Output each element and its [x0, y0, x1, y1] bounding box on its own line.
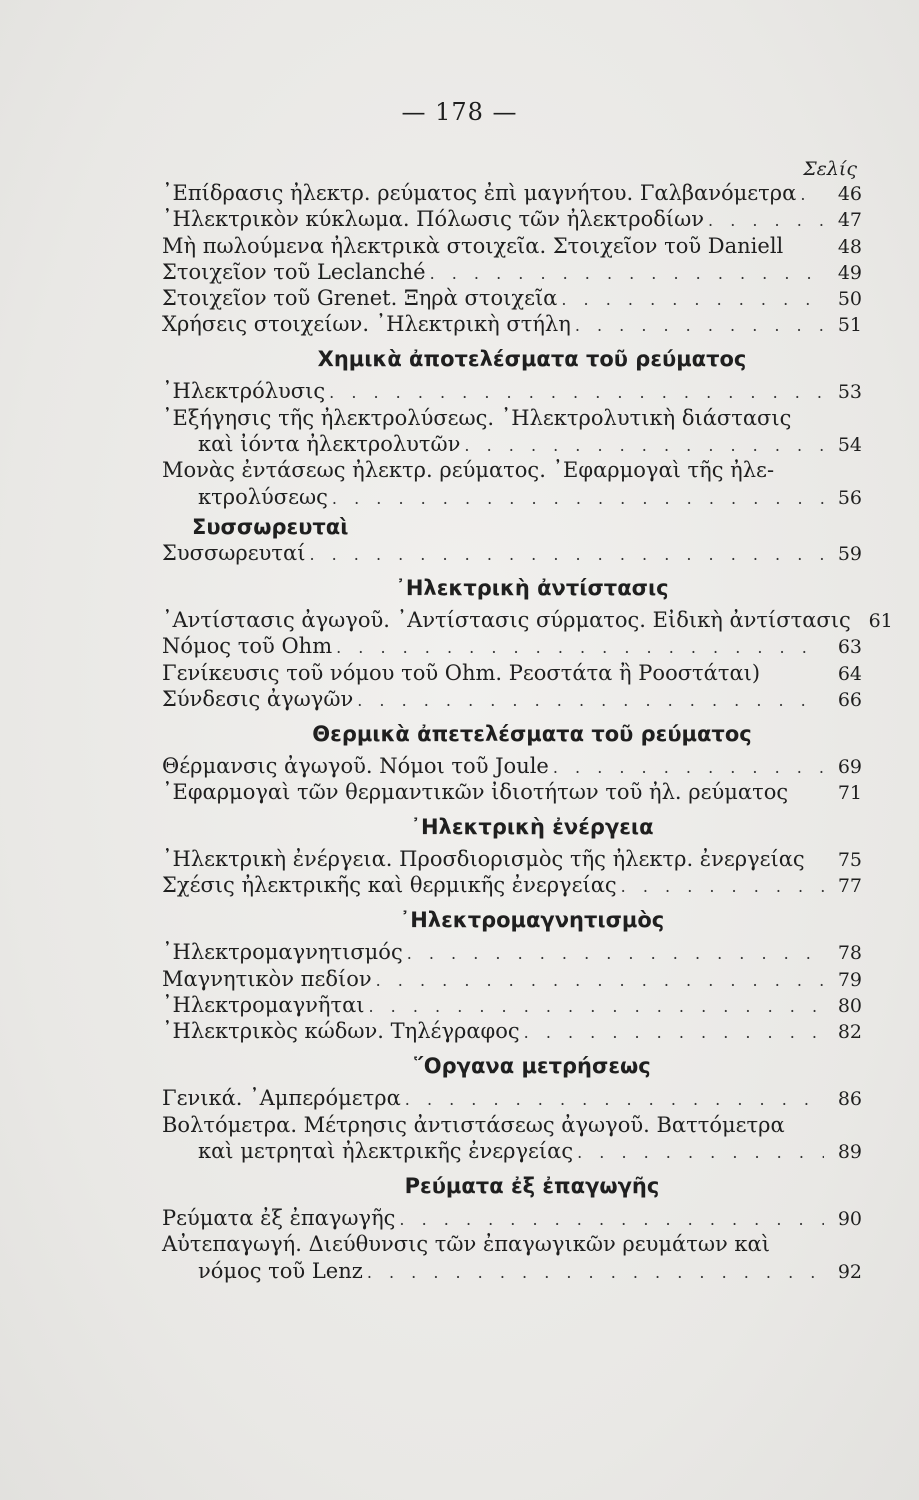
leader-dots: [577, 1141, 824, 1164]
toc-entry: [162, 1207, 862, 1230]
toc-entry: [162, 688, 862, 711]
leader-dots: [430, 262, 824, 285]
leader-dots: [336, 636, 824, 659]
toc-entry: [162, 1020, 862, 1043]
toc-entry: [162, 635, 862, 658]
toc-entry: [162, 235, 862, 258]
toc-entry: [162, 380, 862, 403]
section-heading: Θερμικὰ ἀπετελέσματα τοῦ ρεύματος: [312, 721, 752, 746]
section-heading: ᾿Ηλεκτρικὴ ἀντίστασις: [395, 575, 669, 600]
toc-entry-page: 64: [837, 662, 862, 685]
toc-entry-title: ᾿Αντίστασις ἀγωγοῦ. ᾿Αντίστασις σύρματος. Εἰδικὴ ἀντίστασις: [162, 607, 851, 632]
toc-entry-title: ᾿Ηλεκτρόλυσις: [162, 379, 326, 404]
toc-entry-page: 56: [837, 486, 862, 509]
leader-dots: [524, 1021, 824, 1044]
toc-entry: [162, 208, 862, 231]
toc-entry-page: 50: [837, 288, 862, 311]
toc-entry-page: 89: [837, 1140, 862, 1163]
page-number: — 178 —: [401, 98, 518, 126]
toc-entry: [162, 848, 862, 871]
toc-entry-title: Σχέσις ἠλεκτρικῆς καὶ θερμικῆς ἐνεργείας: [162, 873, 617, 898]
toc-entry-title: Γενικά. ᾿Αμπερόμετρα: [162, 1086, 401, 1111]
toc-entry-page: 49: [837, 261, 862, 284]
toc-entry-title: καὶ μετρηταὶ ἠλεκτρικῆς ἐνεργείας: [198, 1138, 574, 1163]
toc-entry-title: ᾿Ηλεκτρικὴ ἐνέργεια. Προσδιορισμὸς τῆς ἠλεκτρ. ἐνεργείας: [162, 847, 805, 872]
leader-dots: [708, 209, 824, 232]
leader-dots: [357, 689, 824, 712]
toc-entry-page: 92: [837, 1260, 862, 1283]
toc-entry-title: Μονὰς ἐντάσεως ἠλεκτρ. ρεύματος. ᾿Εφαρμογαὶ τῆς ἠλε-: [162, 458, 775, 483]
toc-entry-page: 78: [837, 942, 862, 965]
toc-entry-page: 71: [837, 782, 862, 805]
toc-entry: [162, 1114, 862, 1137]
leader-dots: [329, 381, 824, 404]
toc-entry: [162, 182, 862, 205]
page-column-header: Σελίς: [803, 158, 857, 180]
toc-entry: [162, 968, 862, 991]
leader-dots: [399, 1208, 824, 1231]
toc-entry-title: Μὴ πωλούμενα ἠλεκτρικὰ στοιχεῖα. Στοιχεῖον τοῦ Daniell: [162, 233, 784, 258]
toc-entry: [162, 433, 862, 456]
toc-entry: [162, 459, 862, 482]
toc-entry-page: 46: [837, 183, 862, 205]
toc-entry: [162, 941, 862, 964]
toc-entry: [162, 994, 862, 1017]
toc-entry-page: 77: [837, 875, 862, 898]
leader-dots: [464, 434, 824, 457]
toc-entry-title: κτρολύσεως: [198, 484, 328, 509]
leader-dots: [332, 487, 824, 510]
toc-entry-title: ᾿Ηλεκτρικὸς κώδων. Τηλέγραφος: [162, 1019, 520, 1044]
leader-dots: [367, 1261, 824, 1284]
toc-entry: [162, 1233, 862, 1256]
toc-entry-title: καὶ ἰόντα ἠλεκτρολυτῶν: [198, 432, 461, 457]
table-of-contents: [162, 181, 893, 1286]
toc-entry-title: ᾿Επίδρασις ἠλεκτρ. ρεύματος ἐπὶ μαγνήτου. Γαλβανόμετρα: [162, 181, 797, 205]
toc-entry-title: Σύνδεσις ἀγωγῶν: [162, 686, 354, 711]
toc-entry: [162, 313, 862, 336]
toc-entry-title: Μαγνητικὸν πεδίον: [162, 966, 372, 991]
toc-entry-page: 79: [837, 968, 862, 991]
toc-entry: [162, 407, 862, 430]
toc-entry-page: 54: [837, 434, 862, 457]
toc-entry-page: 53: [837, 381, 862, 404]
toc-entry-page: 80: [837, 995, 862, 1018]
toc-entry-page: 90: [837, 1207, 862, 1230]
toc-entry-title: Στοιχεῖον τοῦ Grenet. Ξηρὰ στοιχεῖα: [162, 286, 558, 311]
leader-dots: [553, 756, 824, 779]
toc-entry: [162, 542, 862, 565]
toc-entry: [162, 261, 862, 284]
toc-entry: [162, 607, 893, 632]
toc-entry: [162, 1260, 862, 1283]
leader-dots: [561, 288, 824, 311]
leader-dots: [405, 1088, 824, 1111]
toc-entry-title: Χρήσεις στοιχείων. ᾿Ηλεκτρικὴ στήλη: [162, 312, 571, 337]
toc-entry-title: Θέρμανσις ἀγωγοῦ. Νόμοι τοῦ Joule: [162, 753, 549, 778]
leader-dots: [369, 995, 825, 1018]
toc-entry: [162, 1140, 862, 1163]
toc-entry-page: 75: [837, 849, 862, 872]
toc-entry-title: Βολτόμετρα. Μέτρησις ἀντιστάσεως ἀγωγοῦ. Βαττόμετρα: [162, 1112, 785, 1137]
toc-entry-page: 86: [837, 1088, 862, 1111]
toc-entry: [162, 486, 862, 509]
toc-entry-title: Συσσωρευταί: [162, 540, 306, 565]
section-heading: Χημικὰ ἀποτελέσματα τοῦ ρεύματος: [317, 347, 747, 372]
leader-dots: [407, 942, 824, 965]
toc-entry-title: Στοιχεῖον τοῦ Leclanché: [162, 259, 426, 284]
toc-entry-page: 66: [837, 688, 862, 711]
toc-entry-page: 63: [837, 636, 862, 659]
toc-entry-title: Γενίκευσις τοῦ νόμου τοῦ Ohm. Ρεοστάτα ἢ Ροοστάται): [162, 660, 761, 685]
toc-entry-title: ᾿Εξήγησις τῆς ἠλεκτρολύσεως. ᾿Ηλεκτρολυτικὴ διάστασις: [162, 405, 792, 430]
toc-entry-page: 48: [837, 235, 862, 258]
toc-entry-title: Νόμος τοῦ Ohm: [162, 634, 333, 659]
toc-entry: [162, 874, 862, 897]
toc-entry-page: 69: [837, 755, 862, 778]
toc-entry-title: Ρεύματα ἐξ ἐπαγωγῆς: [162, 1205, 396, 1230]
toc-entry: [162, 287, 862, 310]
leader-dots: [376, 969, 824, 992]
toc-entry: [162, 781, 862, 804]
section-heading: ᾿Ηλεκτρομαγνητισμὸς: [399, 908, 665, 933]
section-heading: Ρεύματα ἐξ ἐπαγωγῆς: [404, 1173, 660, 1198]
toc-entry-title: νόμος τοῦ Lenz: [198, 1258, 363, 1283]
leader-dots: [800, 183, 824, 206]
section-heading: Συσσωρευταὶ: [192, 514, 349, 539]
toc-entry-title: ᾿Ηλεκτρομαγνητισμός: [162, 940, 403, 965]
toc-entry-title: ᾿Εφαρμογαὶ τῶν θερμαντικῶν ἰδιοτήτων τοῦ ἠλ. ρεύματος: [162, 780, 789, 805]
toc-entry: [162, 1087, 862, 1110]
leader-dots: [575, 314, 824, 337]
toc-entry-title: Αὐτεπαγωγή. Διεύθυνσις τῶν ἐπαγωγικῶν ρευμάτων καὶ: [162, 1232, 770, 1257]
toc-entry-page: 82: [837, 1021, 862, 1044]
toc-entry-page: 59: [837, 542, 862, 565]
section-heading: ᾿Ηλεκτρικὴ ἐνέργεια: [410, 815, 654, 840]
leader-dots: [621, 875, 824, 898]
leader-dots: [309, 543, 824, 566]
toc-entry: [162, 662, 862, 685]
section-heading: ῞Οργανα μετρήσεως: [413, 1054, 651, 1079]
toc-entry-page: 47: [837, 209, 862, 232]
toc-entry-page: 61: [868, 609, 893, 632]
toc-entry-title: ᾿Ηλεκτρομαγνῆται: [162, 993, 365, 1018]
toc-entry: [162, 755, 862, 778]
toc-entry-page: 51: [837, 314, 862, 337]
toc-entry-title: ᾿Ηλεκτρικὸν κύκλωμα. Πόλωσις τῶν ἠλεκτροδίων: [162, 207, 705, 232]
